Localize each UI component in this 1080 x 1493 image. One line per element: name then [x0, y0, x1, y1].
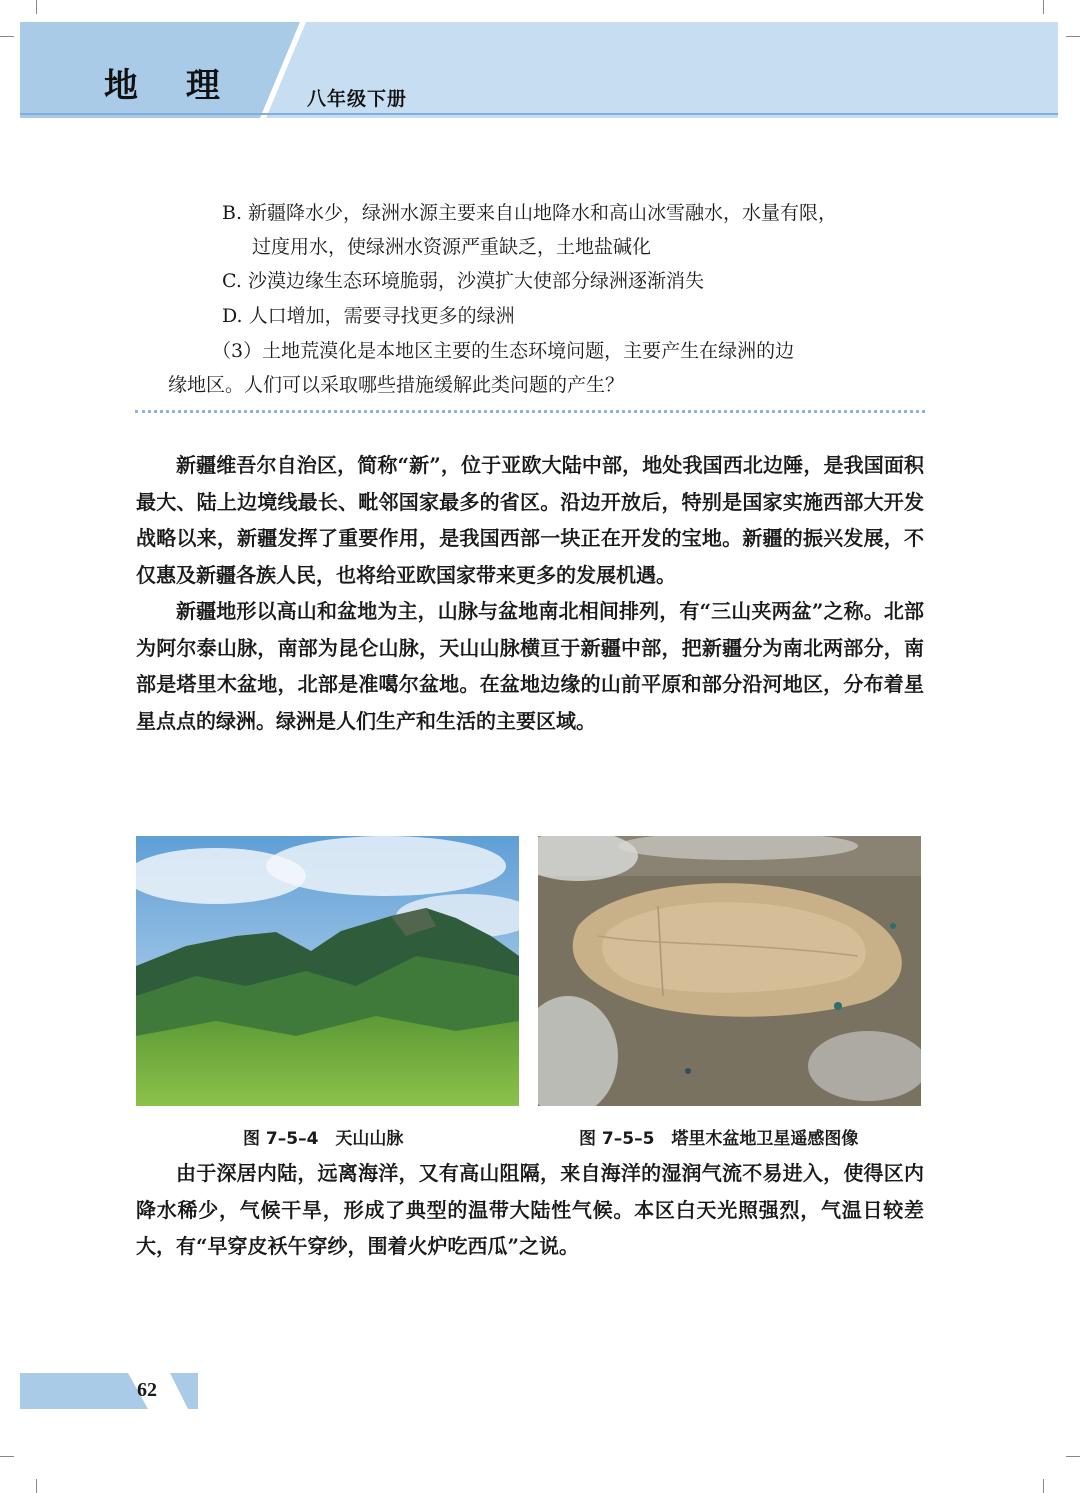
crop-mark — [1043, 1479, 1044, 1493]
option-b-line1: B. 新疆降水少，绿洲水源主要来自山地降水和高山冰雪融水，水量有限， — [222, 202, 838, 224]
tarim-basin-satellite-image — [538, 836, 921, 1106]
body-text-upper — [136, 447, 924, 739]
question-3-line2: 缘地区。人们可以采取哪些措施缓解此类问题的产生？ — [168, 374, 625, 396]
tianshan-mountains-photo — [136, 836, 519, 1106]
body-text-lower — [136, 1155, 924, 1265]
grade-title: 八年级下册 — [307, 88, 408, 110]
crop-mark — [1043, 0, 1044, 14]
option-b-line2: 过度用水，使绿洲水资源严重缺乏，土地盐碱化 — [252, 236, 652, 258]
page-number: 62 — [137, 1379, 157, 1401]
crop-mark — [36, 1479, 37, 1493]
section-divider — [135, 410, 925, 413]
option-d: D. 人口增加，需要寻找更多的绿洲 — [222, 305, 515, 327]
subject-title: 地 理 — [104, 66, 238, 106]
figure-caption-tarim: 图 7–5–5 塔里木盆地卫星遥感图像 — [579, 1129, 859, 1149]
question-3-line1: （3）土地荒漠化是本地区主要的生态环境问题，主要产生在绿洲的边 — [212, 340, 795, 362]
paragraph-xinjiang-terrain: 新疆地形以高山和盆地为主，山脉与盆地南北相间排列，有“三山夹两盆”之称。北部为阿尔泰山脉，南部为昆仑山脉，天山山脉横亘于新疆中部，把新疆分为南北两部分，南部是塔里木盆地，北部是准噶尔盆地。在盆地边缘的山前平原和部分沿河地区，分布着星星点点的绿洲。绿洲是人们生产和生活的主要区域。 — [136, 599, 924, 733]
paragraph-xinjiang-climate: 由于深居内陆，远离海洋，又有高山阻隔，来自海洋的湿润气流不易进入，使得区内降水稀少，气候干旱，形成了典型的温带大陆性气候。本区白天光照强烈，气温日较差大，有“早穿皮袄午穿纱，围着火炉吃西瓜”之说。 — [136, 1161, 924, 1258]
figure-caption-tianshan: 图 7–5–4 天山山脉 — [243, 1129, 404, 1149]
paragraph-xinjiang-overview: 新疆维吾尔自治区，简称“新”，位于亚欧大陆中部，地处我国西北边陲，是我国面积最大、陆上边境线最长、毗邻国家最多的省区。沿边开放后，特别是国家实施西部大开发战略以来，新疆发挥了重要作用，是我国西部一块正在开发的宝地。新疆的振兴发展，不仅惠及新疆各族人民，也将给亚欧国家带来更多的发展机遇。 — [136, 453, 924, 587]
crop-mark — [1066, 36, 1080, 37]
crop-mark — [36, 0, 37, 14]
crop-mark — [0, 36, 14, 37]
option-c: C. 沙漠边缘生态环境脆弱，沙漠扩大使部分绿洲逐渐消失 — [222, 270, 704, 292]
crop-mark — [0, 1456, 14, 1457]
page-number-tab — [20, 1373, 200, 1409]
crop-mark — [1066, 1456, 1080, 1457]
